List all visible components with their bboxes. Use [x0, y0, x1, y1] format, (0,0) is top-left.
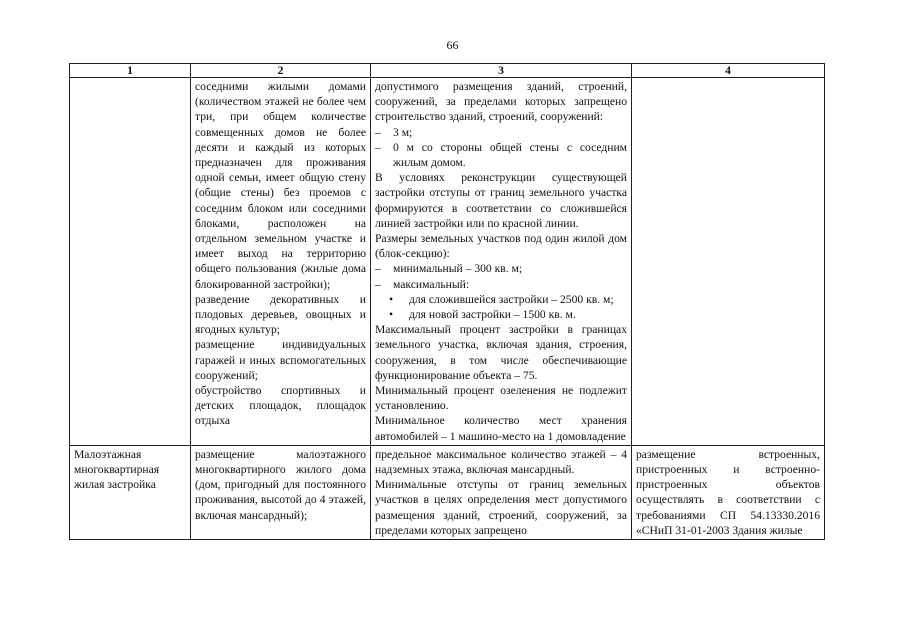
header-row: [70, 64, 825, 78]
dash-item: [375, 261, 627, 276]
bullet-item: [375, 292, 627, 307]
bullet-marker: •: [389, 292, 394, 306]
row2-notes: размещение встроенных, пристроенных и встроенно-пристроенных объектов осуществлять в соответствии с требованиями СП 54.13330.2016 «СНиП 31-01-2003 Здания жилые: [632, 445, 825, 539]
dash-text: максимальный:: [393, 277, 470, 291]
dash-marker: –: [375, 125, 381, 139]
dash-item: [375, 140, 627, 170]
dash-item: [375, 277, 627, 292]
table-row: [70, 78, 825, 446]
param-text: допустимого размещения зданий, строений, сооружений, за пределами которых запрещено строительство зданий, строений, сооружений:: [375, 80, 627, 124]
row1-use-text: размещение индивидуальных гаражей и иных вспомогательных сооружений;: [195, 338, 366, 382]
row2-permitted-uses: размещение малоэтажного многоквартирного жилого дома (дом, пригодный для постоянного проживания, высотой до 4 этажей, включая мансардный);: [191, 445, 371, 539]
row1-parameters: [371, 78, 632, 446]
row1-use-text: обустройство спортивных и детских площадок, площадок отдыха: [195, 384, 366, 428]
bullet-text: для новой застройки – 1500 кв. м.: [409, 308, 576, 322]
dash-text: минимальный – 300 кв. м;: [393, 262, 523, 276]
dash-item: [375, 125, 627, 140]
row2-zone-name: Малоэтажная многоквартирная жилая застройка: [70, 445, 191, 539]
param-text: Максимальный процент застройки в границах земельного участка, включая здания, строения, сооружения, в том числе обеспечивающие функционирование объекта – 75.: [375, 323, 627, 382]
bullet-marker: •: [389, 308, 394, 322]
header-col-3: 3: [371, 64, 632, 78]
table-row: [70, 445, 825, 539]
param-text: В условиях реконструкции существующей застройки отступы от границ земельного участка формируются в соответствии со сложившейся линией застройки или по красной линии.: [375, 171, 627, 230]
row1-zone-name: [70, 78, 191, 446]
dash-text: 3 м;: [393, 125, 413, 139]
dash-marker: –: [375, 277, 381, 291]
param-text: Минимальные отступы от границ земельных участков в целях определения мест допустимого размещения зданий, строений, сооружений, за пределами которых запрещено: [375, 478, 627, 537]
dash-marker: –: [375, 140, 381, 154]
row1-use-text: соседними жилыми домами (количеством этажей не более чем три, при общем количестве совмещенных домов не более десяти и каждый из которых предназначен для проживания одной семьи, имеет общую стену (общие стены) без проемов с соседним блоком или соседними блоками, расположен на отдельном земельном участке и имеет выход на территорию общего пользования (жилые дома блокированной застройки);: [195, 80, 366, 291]
header-col-4: 4: [632, 64, 825, 78]
header-col-1: 1: [70, 64, 191, 78]
bullet-text: для сложившейся застройки – 2500 кв. м;: [409, 292, 614, 306]
param-text: предельное максимальное количество этажей – 4 надземных этажа, включая мансардный.: [375, 447, 627, 477]
row1-permitted-uses: [191, 78, 371, 446]
dash-text: 0 м со стороны общей стены с соседним жилым домом.: [393, 140, 627, 170]
row1-use-text: разведение декоративных и плодовых деревьев, овощных и ягодных культур;: [195, 292, 366, 337]
bullet-item: [375, 307, 627, 322]
zoning-table: [69, 63, 825, 540]
page-number: 66: [446, 38, 459, 52]
param-text: Минимальный процент озеленения не подлежит установлению.: [375, 384, 627, 413]
param-text: Размеры земельных участков под один жилой дом (блок-секцию):: [375, 232, 627, 261]
dash-marker: –: [375, 262, 381, 276]
param-text: Минимальное количество мест хранения автомобилей – 1 машино-место на 1 домовладение: [375, 414, 627, 443]
header-col-2: 2: [191, 64, 371, 78]
row2-parameters: [371, 445, 632, 539]
row1-notes: [632, 78, 825, 446]
